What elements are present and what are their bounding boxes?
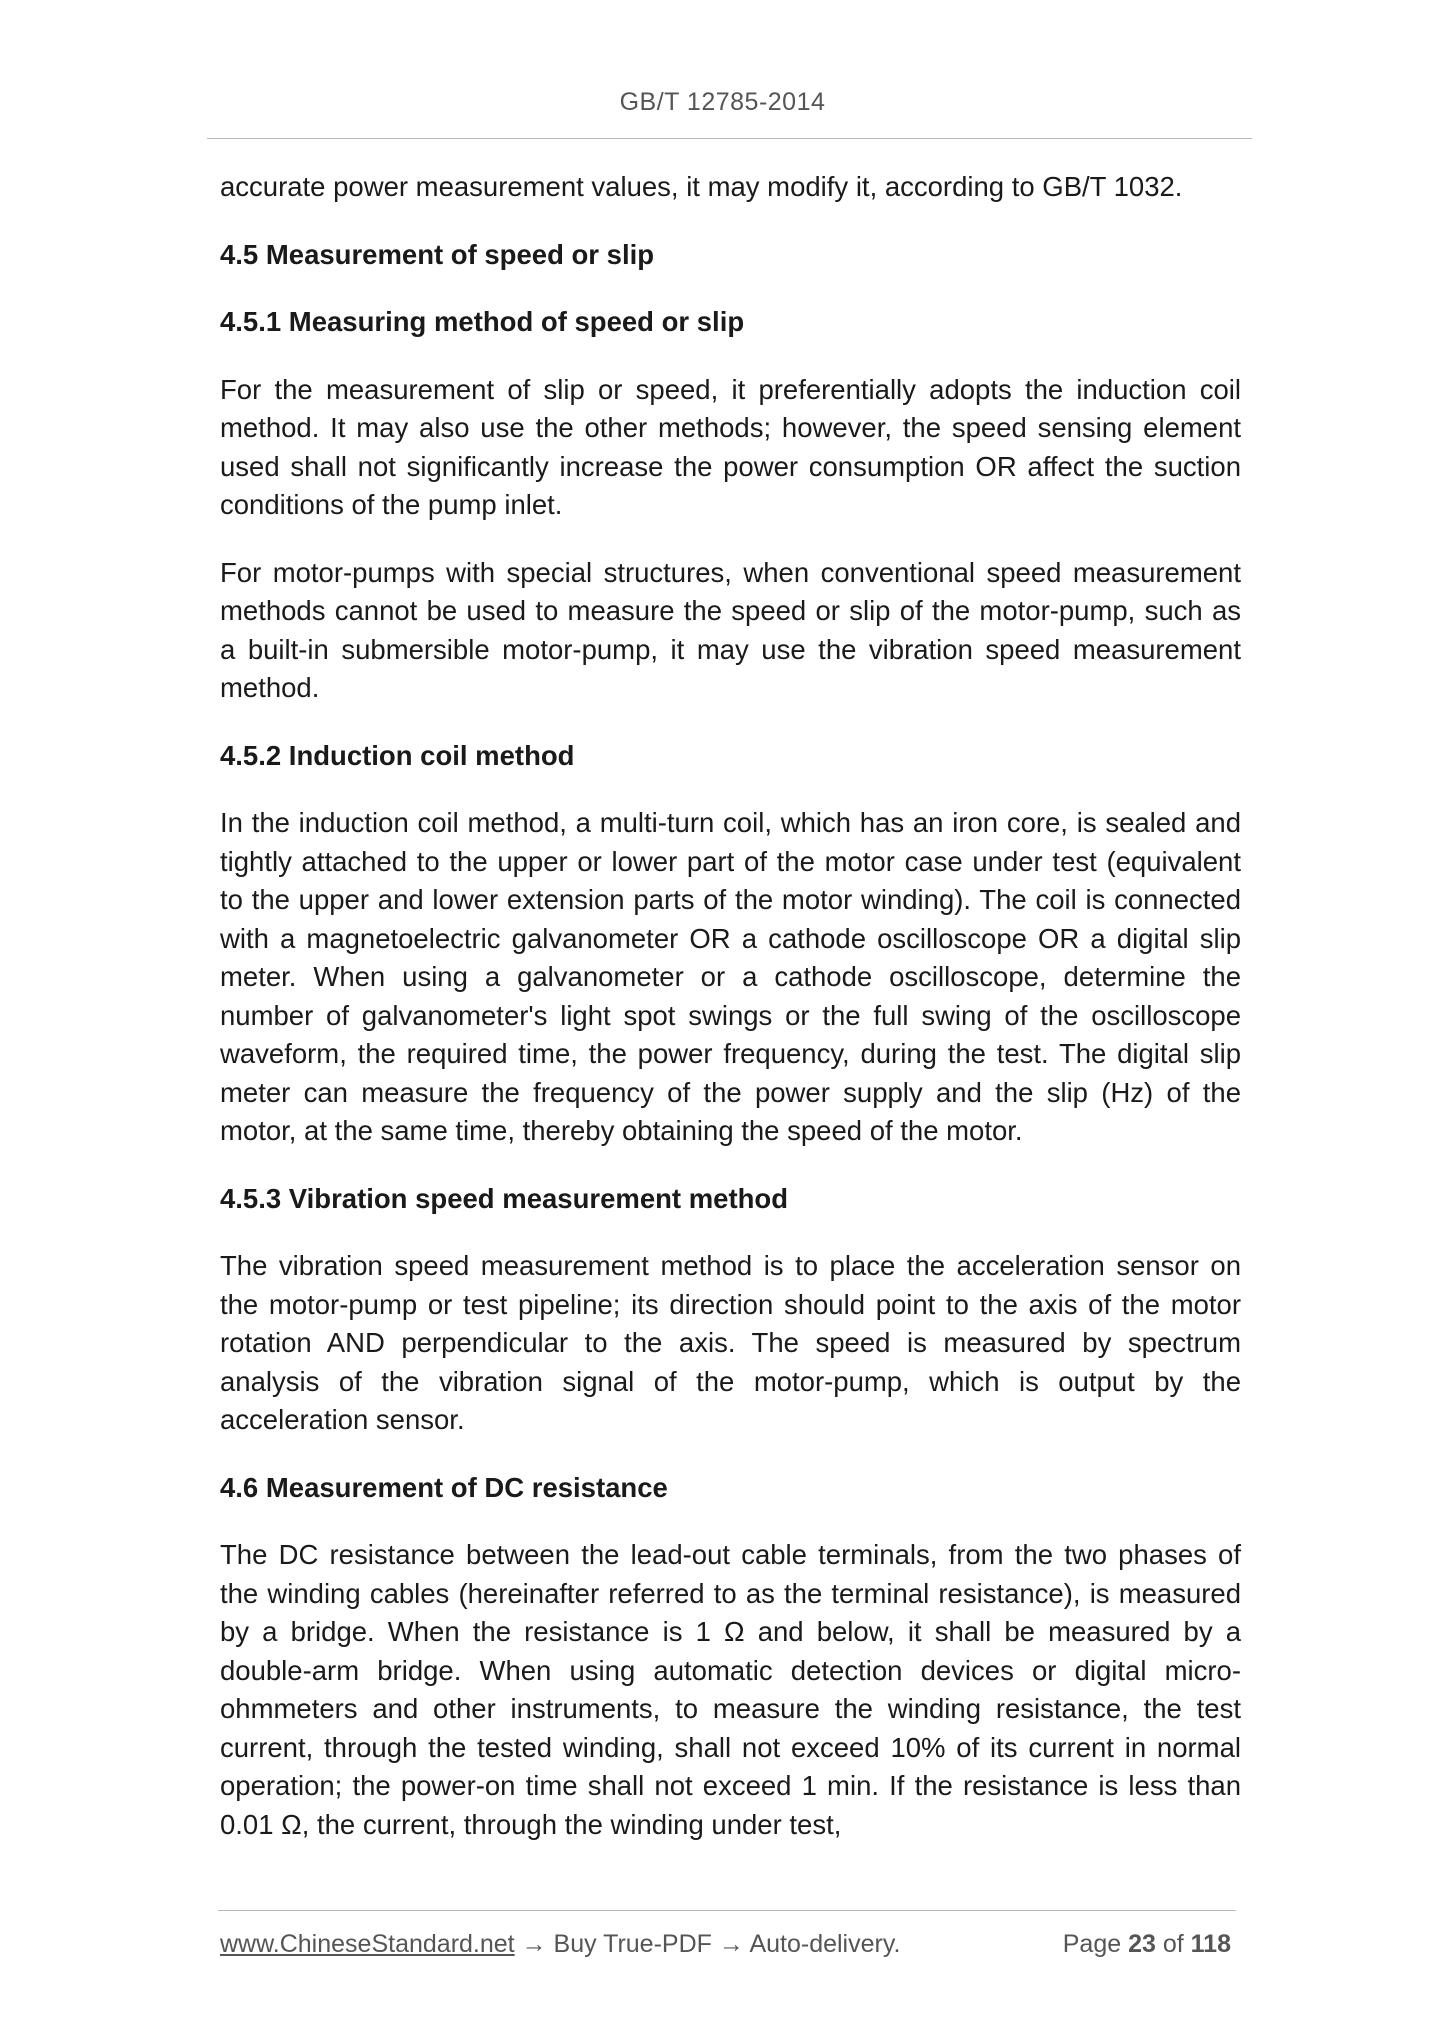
page-number <box>1063 1930 1231 1959</box>
paragraph-intro: accurate power measurement values, it may modify it, according to GB/T 1032. <box>220 171 1183 202</box>
paragraph-4-5-2: In the induction coil method, a multi-turn coil, which has an iron core, is sealed and tightly attached to the upper or lower part of the motor case under test (equivalent to the upper and lower extension parts of the motor winding). The coil is connected with a magnetoelectric galvanometer OR a cathode oscilloscope OR a digital slip meter. When using a galvanometer or a cathode oscilloscope, determine the number of galvanometer's light spot swings or the full swing of the oscilloscope waveform, the required time, the power frequency, during the test. The digital slip meter can measure the frequency of the power supply and the slip (Hz) of the motor, at the same time, thereby obtaining the speed of the motor. <box>220 807 1241 1146</box>
heading-4-6: 4.6 Measurement of DC resistance <box>220 1471 668 1503</box>
header-divider <box>207 138 1252 139</box>
paragraph-4-5-3: The vibration speed measurement method is to place the acceleration sensor on the motor-pump or test pipeline; its direction should point to the axis of the motor rotation AND perpendicular to the axis. The speed is measured by spectrum analysis of the vibration signal of the motor-pump, which is output by the acceleration sensor. <box>220 1250 1241 1435</box>
arrow-right-icon: → <box>521 1930 547 1958</box>
of-label: of <box>1162 1930 1184 1958</box>
paragraph-4-6: The DC resistance between the lead-out cable terminals, from the two phases of the winding cables (hereinafter referred to as the terminal resistance), is measured by a bridge. When the resistance is 1 Ω and below, it shall be measured by a double-arm bridge. When using automatic detection devices or digital micro-ohmmeters and other instruments, to measure the winding resistance, the test current, through the tested winding, shall not exceed 10% of its current in normal operation; the power-on time shall not exceed 1 min. If the resistance is less than 0.01 Ω, the current, through the winding under test, <box>220 1539 1241 1840</box>
document-body <box>220 168 1241 1844</box>
heading-4-5: 4.5 Measurement of speed or slip <box>220 238 655 270</box>
site-link[interactable]: www.ChineseStandard.net <box>220 1930 515 1958</box>
heading-4-5-3: 4.5.3 Vibration speed measurement method <box>220 1182 789 1214</box>
buy-text: Buy True-PDF <box>553 1930 712 1958</box>
page-current: 23 <box>1128 1930 1156 1958</box>
heading-4-5-2: 4.5.2 Induction coil method <box>220 739 575 771</box>
page-total: 118 <box>1190 1930 1231 1958</box>
footer-divider <box>218 1910 1236 1911</box>
document-header-id: GB/T 12785-2014 <box>619 88 826 116</box>
delivery-text: Auto-delivery. <box>749 1930 901 1958</box>
page-label: Page <box>1062 1930 1122 1958</box>
page-footer <box>220 1930 1231 1959</box>
footer-left <box>220 1930 900 1959</box>
paragraph-4-5-1-b: For motor-pumps with special structures, when conventional speed measurement methods cannot be used to measure the speed or slip of the motor-pump, such as a built-in submersible motor-pump, it may use the vibration speed measurement method. <box>220 556 1241 703</box>
paragraph-4-5-1-a: For the measurement of slip or speed, it preferentially adopts the induction coil method. It may also use the other methods; however, the speed sensing element used shall not significantly increase the power consumption OR affect the suction conditions of the pump inlet. <box>220 373 1241 520</box>
heading-4-5-1: 4.5.1 Measuring method of speed or slip <box>220 306 745 337</box>
arrow-right-icon: → <box>718 1930 744 1958</box>
